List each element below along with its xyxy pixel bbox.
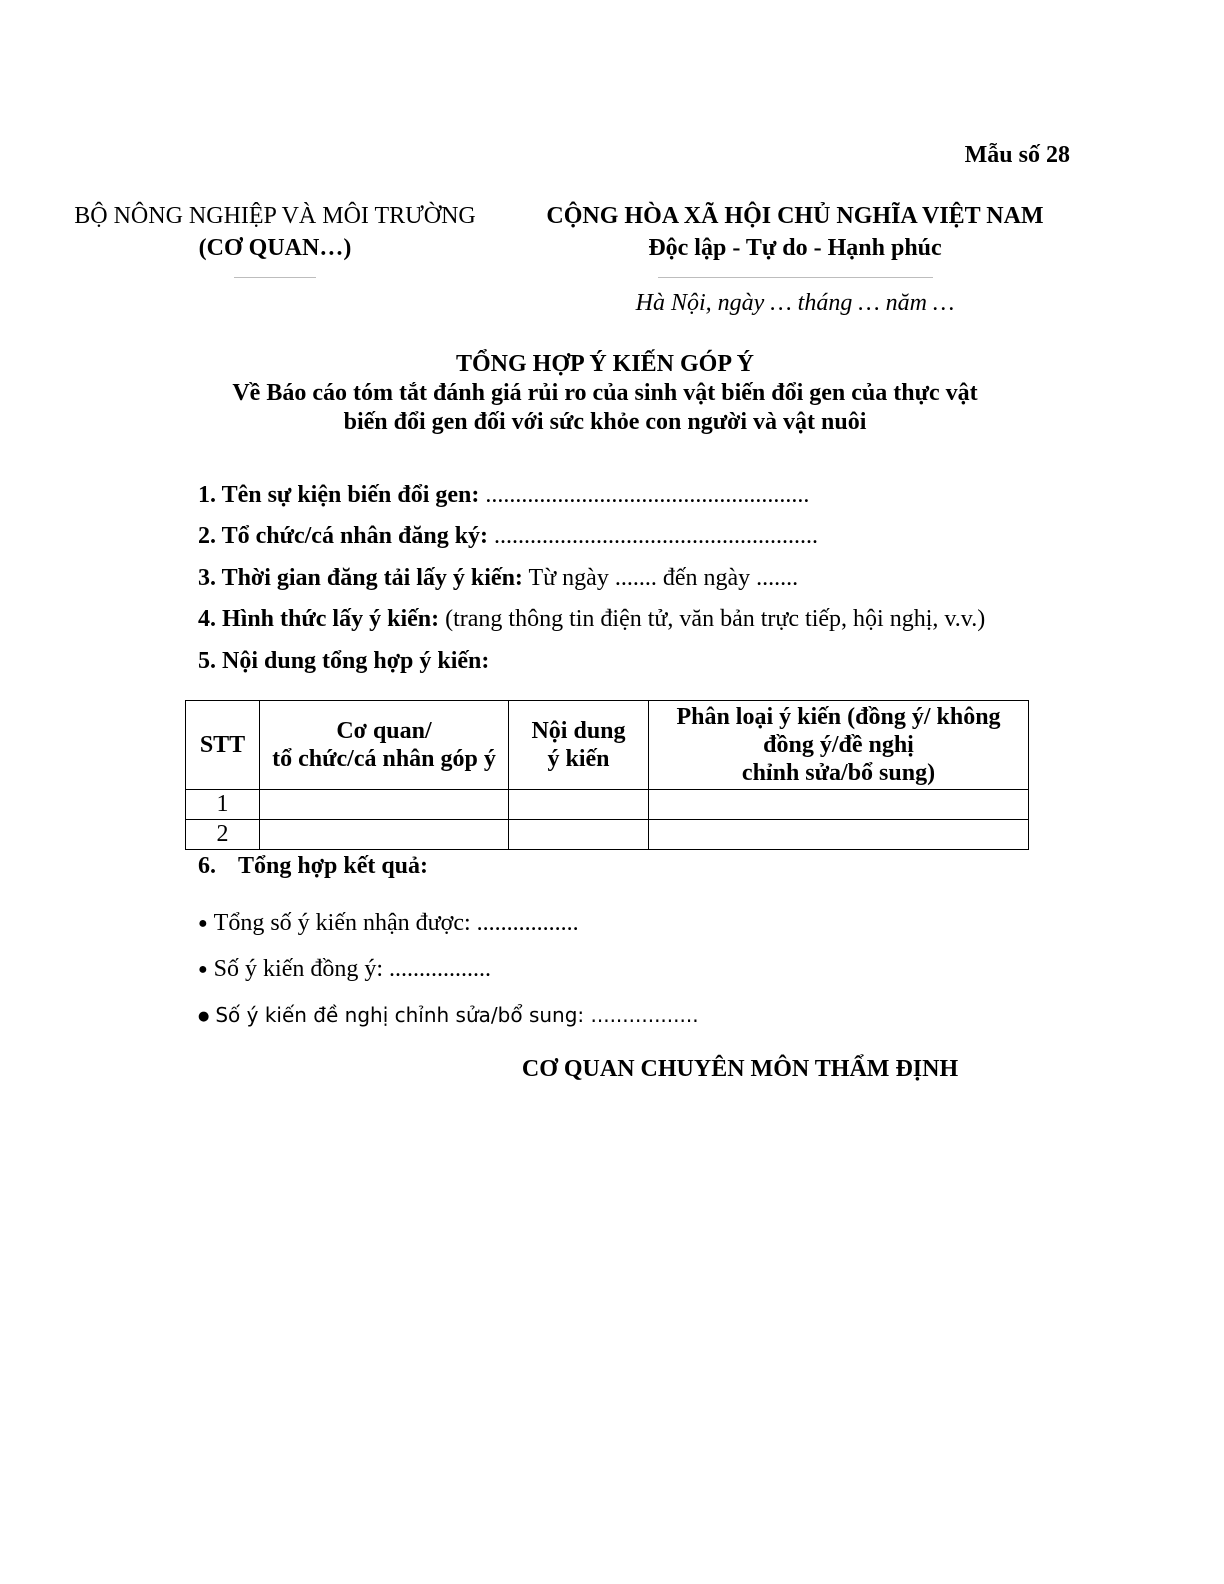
agency-name: (CƠ QUAN…)	[198, 235, 352, 261]
item-label: 2. Tổ chức/cá nhân đăng ký:	[198, 523, 489, 549]
left-header-rule	[234, 277, 316, 278]
summary-heading-number: 6.	[198, 853, 216, 879]
item-consultation-form	[198, 606, 985, 633]
item-label: 4. Hình thức lấy ý kiến:	[198, 606, 440, 632]
summary-heading-text: Tổng hợp kết quả:	[238, 853, 429, 879]
header-text: STT	[199, 732, 246, 758]
summary-heading	[198, 853, 428, 880]
form-number: Mẫu số 28	[964, 142, 1070, 168]
table-cell[interactable]	[260, 790, 509, 820]
summary-bullet-revise	[198, 1003, 699, 1027]
item-content-summary	[198, 648, 489, 675]
table-row	[186, 820, 1029, 850]
item-value: ......................................................	[488, 523, 819, 549]
table-cell[interactable]	[509, 790, 649, 820]
bullet-icon: ●	[198, 915, 208, 933]
issuing-authority-block	[50, 200, 500, 264]
table-cell[interactable]	[509, 820, 649, 850]
item-registrant	[198, 523, 818, 550]
table-cell[interactable]	[260, 820, 509, 850]
item-label: 3. Thời gian đăng tải lấy ý kiến:	[198, 565, 523, 591]
bullet-text: Số ý kiến đề nghị chỉnh sửa/bổ sung: .................	[215, 1003, 699, 1027]
item-label: 5. Nội dung tổng hợp ý kiến:	[198, 648, 490, 674]
item-label: 1. Tên sự kiện biến đổi gen:	[198, 482, 480, 508]
header-content	[509, 701, 649, 790]
table-header-row	[186, 701, 1029, 790]
header-classification	[649, 701, 1029, 790]
bullet-text: Số ý kiến đồng ý: .................	[213, 956, 492, 982]
national-motto: Độc lập - Tự do - Hạnh phúc	[648, 235, 942, 261]
header-stt	[186, 701, 260, 790]
table-cell[interactable]: 1	[186, 790, 260, 820]
bullet-icon: ●	[198, 961, 208, 979]
document-title	[150, 350, 1060, 437]
bullet-icon: ●	[198, 1009, 210, 1024]
summary-bullet-total	[198, 910, 579, 937]
right-header-rule	[658, 277, 933, 278]
item-event-name	[198, 482, 809, 509]
place-date: Hà Nội, ngày … tháng … năm …	[635, 290, 955, 316]
national-header-block	[515, 200, 1075, 264]
ministry-name: BỘ NÔNG NGHIỆP VÀ MÔI TRƯỜNG	[74, 203, 476, 229]
header-text: Phân loại ý kiến (đồng ý/ không đồng ý/đề nghị chỉnh sửa/bổ sung)	[676, 704, 1001, 786]
header-text: Nội dung ý kiến	[531, 718, 626, 772]
table-cell[interactable]: 2	[186, 820, 260, 850]
country-name: CỘNG HÒA XÃ HỘI CHỦ NGHĨA VIỆT NAM	[546, 203, 1044, 229]
table-cell[interactable]	[649, 790, 1029, 820]
item-value: Từ ngày ....... đến ngày .......	[522, 565, 799, 591]
opinion-table	[185, 700, 1029, 850]
table-row	[186, 790, 1029, 820]
table-cell[interactable]	[649, 820, 1029, 850]
item-value: ......................................................	[479, 482, 810, 508]
summary-bullet-agree	[198, 956, 491, 983]
item-value: (trang thông tin điện tử, văn bản trực tiếp, hội nghị, v.v.)	[439, 606, 986, 632]
title-subtitle-line2: biến đổi gen đối với sức khỏe con người và vật nuôi	[343, 409, 867, 435]
header-organization	[260, 701, 509, 790]
title-subtitle-line1: Về Báo cáo tóm tắt đánh giá rủi ro của sinh vật biến đổi gen của thực vật	[232, 380, 978, 406]
title-main: TỔNG HỢP Ý KIẾN GÓP Ý	[455, 351, 755, 377]
signature-agency: CƠ QUAN CHUYÊN MÔN THẨM ĐỊNH	[521, 1056, 959, 1082]
bullet-text: Tổng số ý kiến nhận được: .................	[213, 910, 579, 936]
item-posting-period	[198, 565, 798, 592]
header-text: Cơ quan/ tổ chức/cá nhân góp ý	[272, 718, 496, 772]
